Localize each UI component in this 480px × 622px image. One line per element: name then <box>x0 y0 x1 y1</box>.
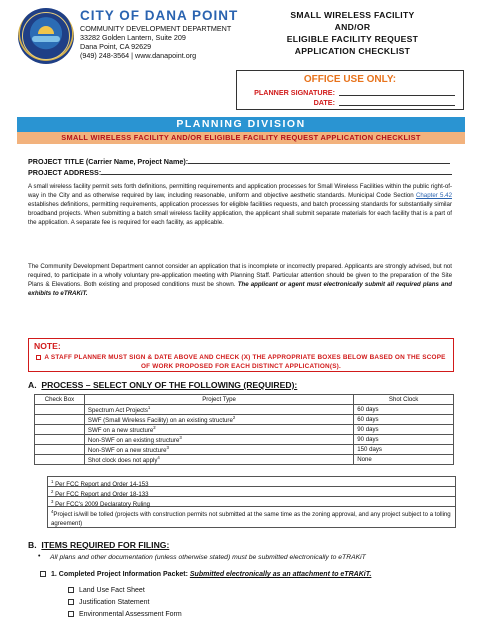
footnote-number: 3 <box>51 499 54 504</box>
project-type-cell <box>84 435 353 445</box>
project-type-cell <box>84 405 353 415</box>
project-type-text: SWF (Small Wireless Facility) on an existing structure <box>87 417 233 425</box>
table-row <box>35 415 454 425</box>
shot-clock-cell: 90 days <box>354 425 454 435</box>
sub-item-label: Environmental Assessment Form <box>79 611 182 618</box>
department-name: COMMUNITY DEVELOPMENT DEPARTMENT <box>80 24 232 33</box>
seal-wave-icon <box>32 36 60 42</box>
checkbox-icon[interactable] <box>68 599 74 605</box>
section-b-heading <box>28 540 169 550</box>
checkbox-icon[interactable] <box>68 587 74 593</box>
project-type-text: Non-SWF on a new structure <box>87 447 167 455</box>
project-type-text: SWF on a new structure <box>87 427 154 435</box>
project-title-label: PROJECT TITLE (Carrier Name, Project Name): <box>28 157 189 166</box>
project-address-field[interactable] <box>101 167 452 175</box>
row-checkbox-cell[interactable] <box>35 415 85 425</box>
footnote-text: Per FCC's 2009 Declaratory Ruling <box>55 501 151 509</box>
date-label: DATE: <box>313 98 335 107</box>
project-type-cell <box>84 445 353 455</box>
section-b-letter: B. <box>28 540 37 550</box>
table-row <box>35 455 454 465</box>
sub-item-label: Justification Statement <box>79 599 150 606</box>
intro-p2-emphasis: The applicant or agent must electronically submit all required plans and exhibits to eTRAKiT. <box>28 281 452 298</box>
footnote-number: 2 <box>51 489 54 494</box>
footnote-ref: 2 <box>153 425 156 431</box>
row-checkbox-cell[interactable] <box>35 455 85 465</box>
column-header-project-type: Project Type <box>84 395 353 405</box>
project-type-text: Non-SWF on an existing structure <box>87 437 180 445</box>
item-1-project-info-packet[interactable] <box>40 571 371 578</box>
process-table <box>34 394 454 465</box>
checkbox-icon[interactable] <box>40 571 46 577</box>
row-checkbox-cell[interactable] <box>35 405 85 415</box>
project-address-label: PROJECT ADDRESS: <box>28 168 102 177</box>
date-field[interactable] <box>339 105 455 106</box>
contact-line: (949) 248-3564 | www.danapoint.org <box>80 51 197 60</box>
sub-item-justification-statement[interactable] <box>68 599 149 606</box>
address-line-2: Dana Point, CA 92629 <box>80 42 152 51</box>
row-checkbox-cell[interactable] <box>35 435 85 445</box>
planning-division-banner: PLANNING DIVISION <box>17 117 465 132</box>
office-use-title: OFFICE USE ONLY: <box>303 74 397 85</box>
sub-item-environmental-assessment-form[interactable] <box>68 611 182 618</box>
sub-item-label: Land Use Fact Sheet <box>79 587 145 594</box>
footnote-ref: 2 <box>232 415 236 421</box>
footnotes-box <box>47 476 456 528</box>
electronic-submission-note: All plans and other documentation (unless otherwise stated) must be submitted electronically to eTRAKiT <box>50 554 366 561</box>
footnote-ref: 4 <box>157 455 160 461</box>
planner-signature-label: PLANNER SIGNATURE: <box>254 88 335 97</box>
shot-clock-cell: None <box>354 455 454 465</box>
note-text <box>35 353 447 371</box>
item-1-emphasis: Submitted electronically as an attachment to eTRAKiT. <box>189 571 372 578</box>
item-1-label: 1. Completed Project Information Packet: <box>51 571 190 578</box>
note-text-content: A STAFF PLANNER MUST SIGN & DATE ABOVE AND CHECK (X) THE APPROPRIATE BOXES BELOW BASED ON THE SCOPE OF WORK PROPOSED FOR EACH DISTINCT APPLICATION(S). <box>44 354 446 370</box>
footnote-1 <box>48 477 455 487</box>
footnote-2 <box>48 487 455 497</box>
project-type-text: Spectrum Act Projects <box>87 407 148 415</box>
footnote-ref: 3 <box>179 435 182 441</box>
row-checkbox-cell[interactable] <box>35 445 85 455</box>
intro-p1-text-a: A small wireless facility permit sets forth definitions, permitting requirements and application processes for Small Wireless Facilities within the public right-of-way in the City and as otherwise required by law, including reasonable, uniform and objective aesthetic standards. Municipal Code Section <box>28 183 452 200</box>
form-title-line-1: SMALL WIRELESS FACILITY <box>290 10 415 20</box>
footnote-number: 1 <box>51 479 54 484</box>
section-a-letter: A. <box>28 380 37 390</box>
intro-p2-text: The Community Development Department cannot consider an application that is incomplete or incorrectly prepared. Applicants are strongly advised, but not required, to participate in a wholly voluntary pre-application meeting with Planning Staff. Particular attention should be given to the preparation of the Site Plans & Elevations. Both existing and proposed conditions must be shown. <box>28 263 452 289</box>
footnote-ref: 3 <box>166 445 169 451</box>
section-a-heading <box>28 380 297 390</box>
form-title-line-2: AND/OR <box>334 22 371 32</box>
project-title-row <box>28 156 450 166</box>
column-header-shot-clock: Shot Clock <box>354 395 454 405</box>
footnote-4 <box>48 507 455 528</box>
project-type-cell <box>84 425 353 435</box>
row-checkbox-cell[interactable] <box>35 425 85 435</box>
intro-p1-text-b: establishes definitions, permitting requirements, application processes for eligible facilities requests, and batch processing standards for substantially similar broadband projects. When submitting a batch small wireless facility application, the applicant shall submit separate materials for each facility that is a part of the application. A separate fee is required for each facility, as applicable. <box>28 201 452 227</box>
shot-clock-cell: 90 days <box>354 435 454 445</box>
process-table-header <box>35 395 454 405</box>
intro-paragraph-2 <box>28 262 452 298</box>
note-title: NOTE: <box>34 341 61 351</box>
footnote-text: Per FCC Report and Order 14-153 <box>55 481 149 489</box>
footnote-number: 4 <box>51 509 54 514</box>
project-type-cell <box>84 455 353 465</box>
table-row <box>35 435 454 445</box>
shot-clock-cell: 60 days <box>354 415 454 425</box>
checkbox-icon[interactable] <box>68 611 74 617</box>
project-type-cell <box>84 415 353 425</box>
section-b-title: ITEMS REQUIRED FOR FILING: <box>41 540 170 550</box>
checklist-subtitle-banner: SMALL WIRELESS FACILITY AND/OR ELIGIBLE FACILITY REQUEST APPLICATION CHECKLIST <box>17 132 465 144</box>
table-row <box>35 405 454 415</box>
shot-clock-cell: 60 days <box>354 405 454 415</box>
office-use-box <box>236 70 464 110</box>
note-checkbox-icon <box>36 355 41 360</box>
project-address-row <box>28 167 452 177</box>
table-row <box>35 425 454 435</box>
address-line-1: 33282 Golden Lantern, Suite 209 <box>80 33 186 42</box>
city-name: CITY OF DANA POINT <box>80 8 239 23</box>
bullet-icon: • <box>38 553 41 560</box>
chapter-5-42-link[interactable]: Chapter 5.42 <box>415 192 452 200</box>
column-header-check-box: Check Box <box>35 395 85 405</box>
footnote-3 <box>48 497 455 507</box>
project-title-field[interactable] <box>188 156 450 164</box>
footnote-text: Per FCC Report and Order 18-133 <box>55 491 149 499</box>
table-row <box>35 445 454 455</box>
planner-signature-field[interactable] <box>339 95 455 96</box>
staff-note-box <box>28 338 454 372</box>
city-seal-logo <box>18 8 74 64</box>
section-a-title: PROCESS – SELECT ONLY OF THE FOLLOWING (REQUIRED): <box>41 380 298 390</box>
sub-item-land-use-fact-sheet[interactable] <box>68 587 145 594</box>
footnote-text: Project is/will be tolled (projects with construction permits not submitted at the same time as the zoning approval, and any project subject to a tolling agreement) <box>51 511 451 528</box>
shot-clock-cell: 150 days <box>354 445 454 455</box>
intro-paragraph-1 <box>28 182 452 227</box>
footnote-ref: 1 <box>147 405 151 410</box>
project-type-text: Shot clock does not apply <box>87 457 158 465</box>
form-title-line-3: ELIGIBLE FACILITY REQUEST <box>286 34 419 44</box>
form-title-line-4: APPLICATION CHECKLIST <box>294 46 411 56</box>
